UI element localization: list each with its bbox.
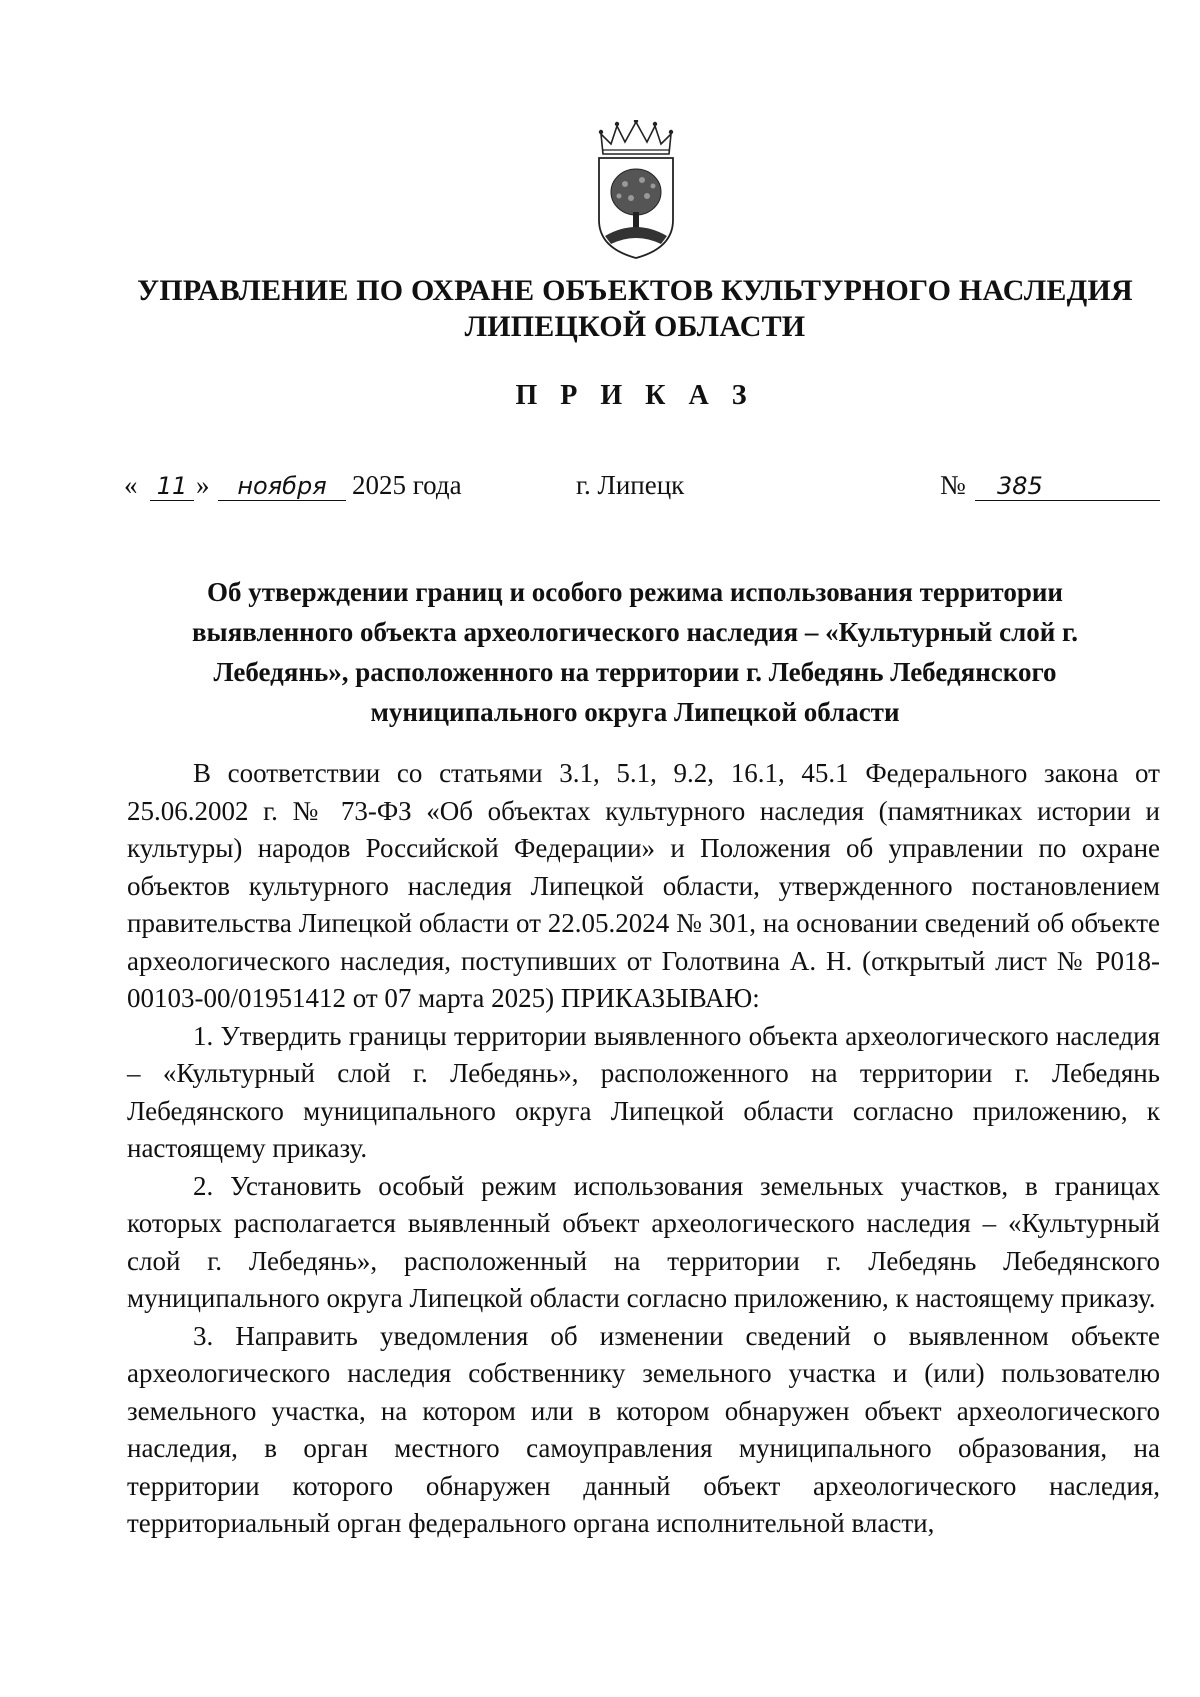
date-day-handwritten: 11: [150, 472, 194, 501]
organization-name-line1: УПРАВЛЕНИЕ ПО ОХРАНЕ ОБЪЕКТОВ КУЛЬТУРНОГО НАСЛЕДИЯ: [137, 274, 1133, 307]
order-item-3: 3. Направить уведомления об изменении сведений о выявленном объекте археологического наследия собственнику земельного участка и (или) пользователю земельного участка, на котором или в котором обнаружен объект археологического наследия, в орган местного самоуправления муниципального образования, на территории которого обнаружен данный объект археологического наследия, территориальный орган федерального органа исполнительной власти,: [127, 1320, 1160, 1538]
document-type-title: П Р И К А З: [515, 380, 755, 411]
date-year: 2025 года: [352, 470, 462, 500]
order-item-1: 1. Утвердить границы территории выявленного объекта археологического наследия – «Культурный слой г. Лебедянь», расположенного на территории г. Лебедянь Лебедянского муниципального округа Липецкой области согласно приложению, к настоящему приказу.: [127, 1020, 1160, 1163]
order-body: [127, 755, 1160, 1543]
order-subject-line2: выявленного объекта археологического наследия – «Культурный слой г.: [191, 617, 1079, 647]
date-close-quote: »: [196, 470, 210, 500]
issue-city: г. Липецк: [576, 470, 685, 500]
date-number-row: [0, 470, 1200, 510]
organization-name-line2: ЛИПЕЦКОЙ ОБЛАСТИ: [464, 310, 806, 343]
order-number-label: №: [940, 470, 966, 500]
order-subject: [150, 572, 1120, 732]
order-subject-line3: Лебедянь», расположенного на территории г. Лебедянь Лебедянского: [213, 657, 1057, 687]
order-subject-line1: Об утверждении границ и особого режима использования территории: [207, 577, 1063, 607]
order-subject-line4: муниципального округа Липецкой области: [370, 697, 900, 727]
organization-name: [0, 273, 1200, 345]
coat-of-arms-icon: [595, 120, 677, 260]
order-number-handwritten: 385: [975, 472, 1160, 501]
order-item-2: 2. Установить особый режим использования земельных участков, в границах которых располагается выявленный объект археологического наследия – «Культурный слой г. Лебедянь», расположенный на территории г. Лебедянь Лебедянского муниципального округа Липецкой области согласно приложению, к настоящему приказу.: [127, 1170, 1160, 1313]
date-month-handwritten: ноября: [218, 472, 346, 501]
preamble-paragraph: В соответствии со статьями 3.1, 5.1, 9.2, 16.1, 45.1 Федерального закона от 25.06.2002 г. № 73-ФЗ «Об объектах культурного наследия (памятниках истории и культуры) народов Российской Федерации» и Положения об управлении по охране объектов культурного наследия Липецкой области, утвержденного постановлением правительства Липецкой области от 22.05.2024 № 301, на основании сведений об объекте археологического наследия, поступивших от Голотвина А. Н. (открытый лист № Р018-00103-00/01951412 от 07 марта 2025) ПРИКАЗЫВАЮ:: [127, 758, 1160, 1013]
date-open-quote: «: [124, 470, 138, 500]
